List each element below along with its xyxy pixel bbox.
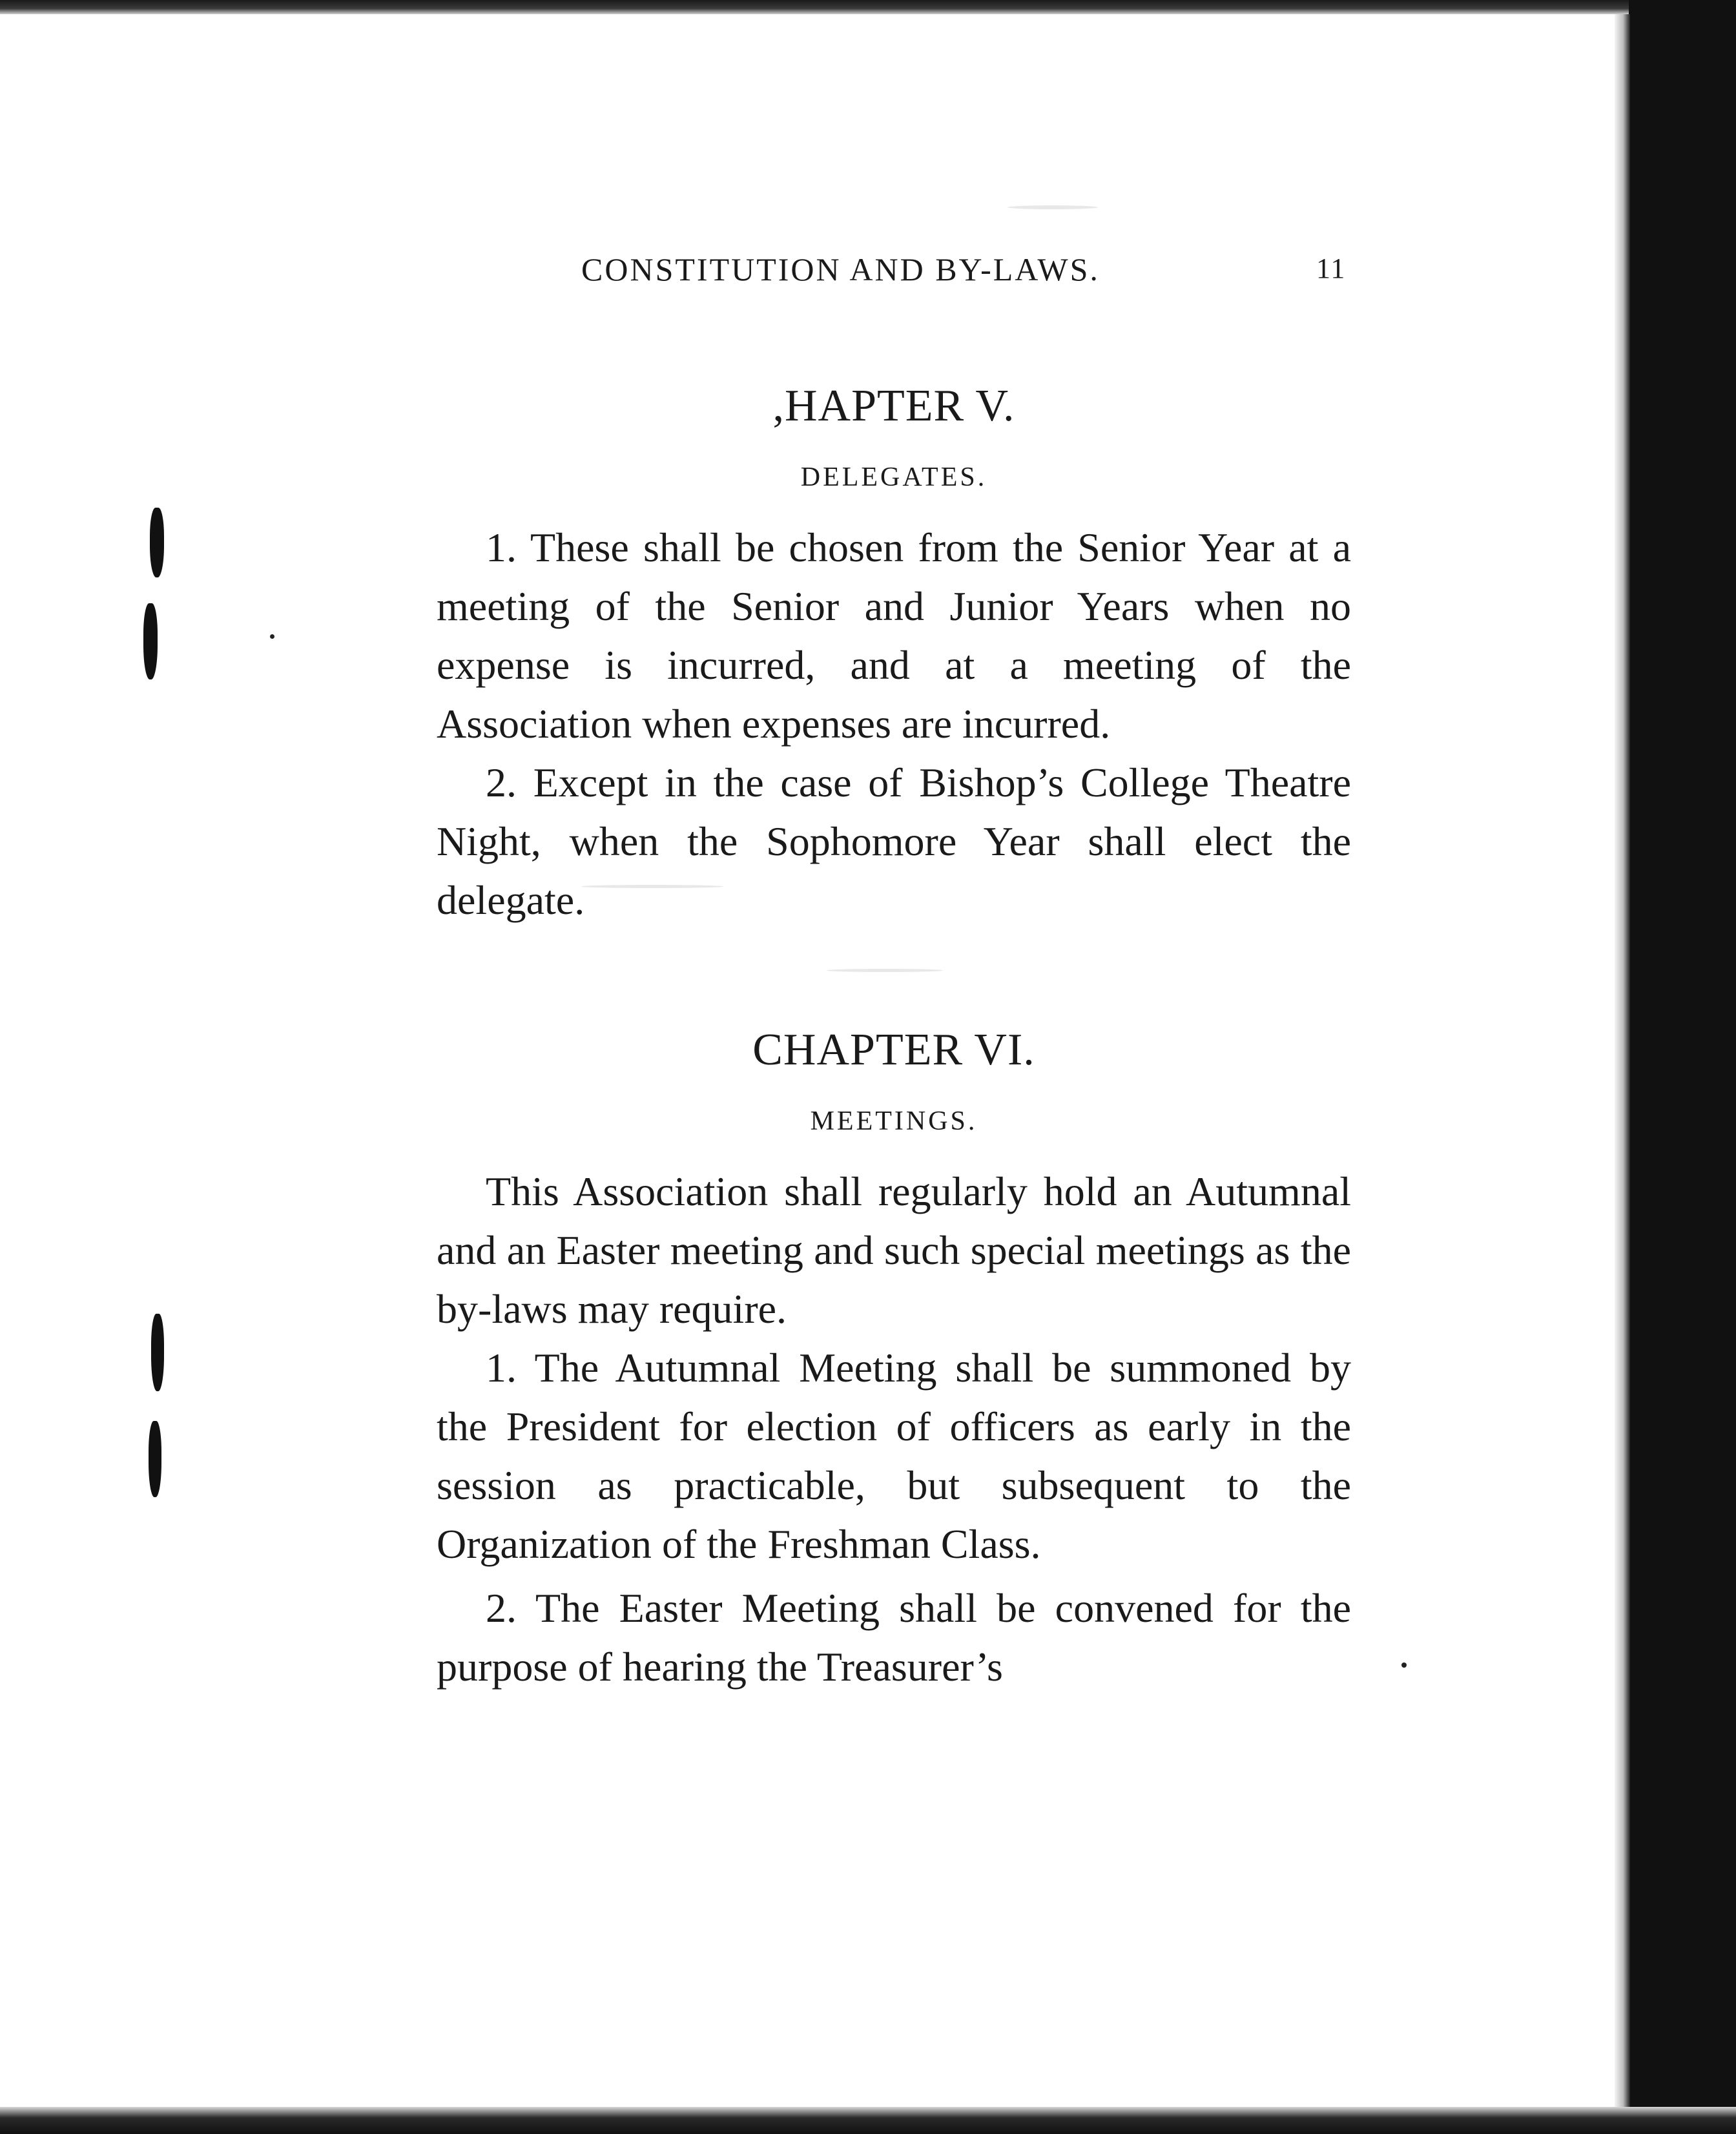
scan-top-edge xyxy=(0,0,1736,14)
binding-hole-mark xyxy=(151,1314,164,1391)
chapter-vi-paragraph-1: 1. The Autumnal Meeting shall be summoned by the President for election of officers as early in the session as practicable, but subsequent to the Organization of the Freshman Class. xyxy=(437,1345,1351,1567)
chapter-vi-paragraph-intro: This Association shall regularly hold an Autumnal and an Easter meeting and such special meetings as the by-laws may require. xyxy=(437,1168,1351,1332)
page-text xyxy=(437,251,1351,1696)
binding-hole-mark xyxy=(149,1421,161,1497)
page-fore-edge-shadow xyxy=(1615,14,1630,2107)
binding-hole-mark xyxy=(150,508,164,577)
binding-hole-mark xyxy=(143,603,158,679)
page-number: 11 xyxy=(1316,253,1347,284)
chapter-v-paragraph-2: 2. Except in the case of Bishop’s College Theatre Night, when the Sophomore Year shall elect the delegate. xyxy=(437,760,1351,923)
chapter-vi-paragraph-2: 2. The Easter Meeting shall be convened for the purpose of hearing the Treasurer’s xyxy=(437,1585,1351,1690)
chapter-v-subheading: DELEGATES. xyxy=(800,462,987,492)
chapter-vi-subheading: MEETINGS. xyxy=(810,1106,978,1136)
chapter-vi-heading: CHAPTER VI. xyxy=(752,1025,1035,1075)
chapter-v-heading: ,HAPTER V. xyxy=(772,381,1015,431)
ink-dot xyxy=(270,634,274,639)
paper-speck xyxy=(1008,205,1098,209)
scan-right-edge xyxy=(1629,0,1736,2134)
ink-dot xyxy=(1401,1663,1407,1668)
chapter-v-paragraph-1: 1. These shall be chosen from the Senior Year at a meeting of the Senior and Junior Years when no expense is incurred, and at a meeting of the Association when expenses are incurred. xyxy=(437,524,1351,747)
running-head xyxy=(437,251,1351,298)
running-title: CONSTITUTION AND BY-LAWS. xyxy=(581,251,1100,287)
scan-bottom-edge xyxy=(0,2107,1736,2134)
